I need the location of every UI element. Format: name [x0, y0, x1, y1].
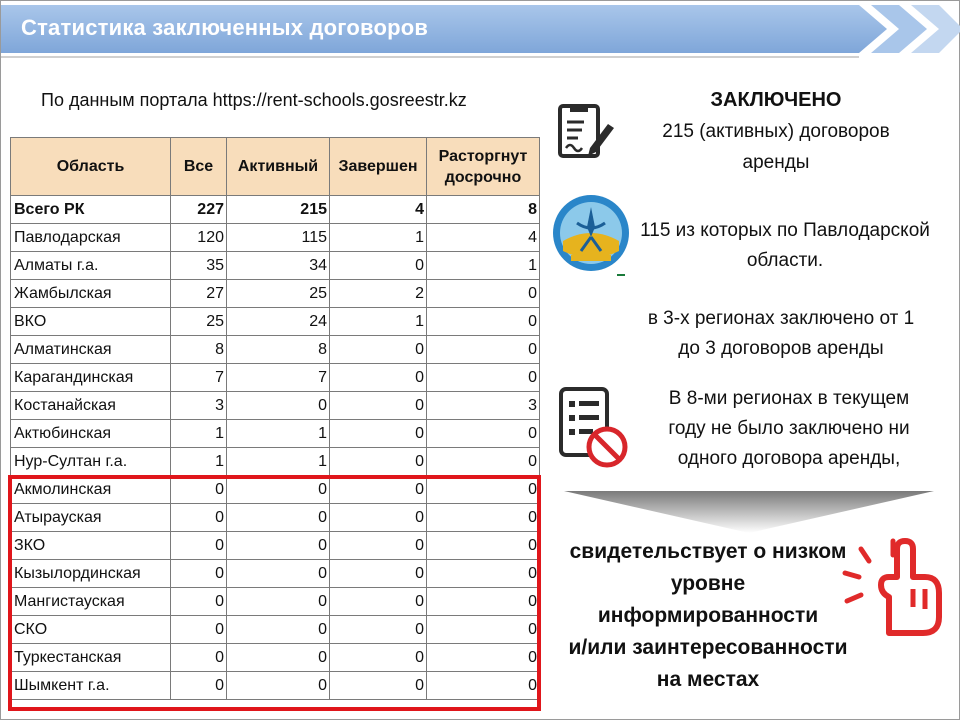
table-cell: Туркестанская — [11, 644, 171, 672]
table-cell: 35 — [171, 252, 227, 280]
table-cell: 0 — [227, 644, 330, 672]
table-cell: Костанайская — [11, 392, 171, 420]
conclusion-line: свидетельствует о низком — [569, 540, 847, 563]
table-cell: 1 — [227, 448, 330, 476]
table-cell: 1 — [330, 308, 427, 336]
table-cell: Всего РК — [11, 196, 171, 224]
table-cell: 0 — [227, 392, 330, 420]
table-cell: 4 — [427, 224, 540, 252]
column-header: Завершен — [330, 138, 427, 196]
table-cell: Акмолинская — [11, 476, 171, 504]
table-cell: Жамбылская — [11, 280, 171, 308]
table-cell: 0 — [427, 280, 540, 308]
table-cell: 0 — [171, 616, 227, 644]
table-cell: 0 — [227, 672, 330, 700]
table-cell: Алматы г.а. — [11, 252, 171, 280]
table-cell: 0 — [227, 560, 330, 588]
table-cell: 0 — [427, 308, 540, 336]
table-cell: 215 — [227, 196, 330, 224]
table-cell: 0 — [227, 588, 330, 616]
table-row — [11, 252, 540, 280]
table-row — [11, 392, 540, 420]
table-cell: 0 — [330, 644, 427, 672]
table-cell: 3 — [171, 392, 227, 420]
table-cell: 1 — [171, 448, 227, 476]
checklist-prohibited-icon — [557, 385, 631, 469]
table-cell: 0 — [171, 476, 227, 504]
table-cell: Нур-Султан г.а. — [11, 448, 171, 476]
table-cell: 24 — [227, 308, 330, 336]
conclusion-line: информированности — [597, 604, 819, 627]
pointing-hand-icon — [841, 537, 945, 637]
table-cell: 0 — [171, 672, 227, 700]
regions-3-line: в 3-х регионах заключено от 1 — [647, 308, 915, 329]
table-cell: СКО — [11, 616, 171, 644]
conclusion-line: на местах — [656, 668, 760, 691]
zero-regions-highlight — [8, 475, 541, 711]
pavlodar-note — [629, 216, 941, 276]
conclusion-line: уровне — [670, 572, 746, 595]
table-cell: 0 — [330, 588, 427, 616]
table-cell: 1 — [427, 252, 540, 280]
table-cell: 1 — [227, 420, 330, 448]
table-cell: Мангистауская — [11, 588, 171, 616]
table-cell: 7 — [227, 364, 330, 392]
table-cell: 8 — [427, 196, 540, 224]
table-cell: 0 — [330, 336, 427, 364]
table-cell: 120 — [171, 224, 227, 252]
table-cell: 0 — [427, 476, 540, 504]
table-cell: 0 — [330, 448, 427, 476]
page-title: Статистика заключенных договоров — [21, 15, 429, 40]
table-cell: 0 — [427, 448, 540, 476]
conclusion-line: и/или заинтересованности — [568, 636, 848, 659]
table-row-total — [11, 196, 540, 224]
table-cell: 0 — [330, 672, 427, 700]
regions-8-note — [639, 384, 939, 474]
table-cell: 0 — [427, 672, 540, 700]
table-cell: 0 — [330, 392, 427, 420]
table-cell: 0 — [427, 532, 540, 560]
table-cell: 0 — [427, 644, 540, 672]
table-cell: 0 — [330, 616, 427, 644]
table-cell: 0 — [330, 420, 427, 448]
table-cell: 0 — [330, 364, 427, 392]
regions-8-line: одного договора аренды, — [677, 448, 901, 469]
table-row — [11, 448, 540, 476]
table-cell: Карагандинская — [11, 364, 171, 392]
table-cell: 0 — [171, 588, 227, 616]
table-cell: 0 — [171, 504, 227, 532]
table-cell: 0 — [330, 476, 427, 504]
table-cell: Алматинская — [11, 336, 171, 364]
table-cell: 27 — [171, 280, 227, 308]
table-cell: 0 — [330, 504, 427, 532]
table-cell: 0 — [171, 560, 227, 588]
table-cell: ЗКО — [11, 532, 171, 560]
pavlodar-emblem-icon — [551, 193, 631, 279]
table-cell: 3 — [427, 392, 540, 420]
regions-3-line: до 3 договоров аренды — [678, 338, 884, 359]
table-row — [11, 420, 540, 448]
table-cell: 0 — [427, 504, 540, 532]
table-cell: 2 — [330, 280, 427, 308]
contract-sign-icon — [554, 98, 616, 164]
regions-8-line: В 8-ми регионах в текущем — [668, 388, 910, 409]
table-cell: 0 — [330, 252, 427, 280]
table-cell: 7 — [171, 364, 227, 392]
table-row — [11, 336, 540, 364]
table-cell: 0 — [171, 644, 227, 672]
table-header-row — [11, 138, 540, 196]
concluded-line: аренды — [742, 152, 810, 173]
down-arrow-shape — [564, 491, 934, 535]
table-cell: Павлодарская — [11, 224, 171, 252]
column-header: Область — [11, 138, 171, 196]
table-cell: 0 — [427, 588, 540, 616]
table-cell: 1 — [330, 224, 427, 252]
table-row — [11, 364, 540, 392]
header-banner — [1, 1, 960, 59]
table-cell: 4 — [330, 196, 427, 224]
table-cell: 8 — [171, 336, 227, 364]
table-cell: Атырауская — [11, 504, 171, 532]
table-cell: 1 — [171, 420, 227, 448]
table-cell: 0 — [427, 336, 540, 364]
table-cell: 0 — [427, 364, 540, 392]
table-cell: 25 — [227, 280, 330, 308]
table-row — [11, 280, 540, 308]
table-cell: 25 — [171, 308, 227, 336]
concluded-title: ЗАКЛЮЧЕНО — [710, 89, 842, 111]
table-cell: 0 — [227, 532, 330, 560]
pavlodar-line: 115 из которых по Павлодарской — [640, 220, 930, 241]
column-header: Активный — [227, 138, 330, 196]
source-text: По данным портала https://rent-schools.gosreestr.kz — [41, 90, 467, 110]
table-cell: 0 — [427, 420, 540, 448]
table-cell: ВКО — [11, 308, 171, 336]
table-cell: 0 — [227, 616, 330, 644]
column-header: Все — [171, 138, 227, 196]
table-cell: 227 — [171, 196, 227, 224]
conclusion-text — [553, 536, 863, 696]
regions-3-note — [631, 304, 931, 364]
pavlodar-line: области. — [746, 250, 824, 271]
table-cell: 0 — [427, 616, 540, 644]
table-cell: 0 — [330, 532, 427, 560]
table-cell: 0 — [330, 560, 427, 588]
table-cell: 0 — [171, 532, 227, 560]
table-row — [11, 308, 540, 336]
table-cell: 0 — [227, 476, 330, 504]
column-header: Расторгнут досрочно — [427, 138, 540, 196]
table-cell: 115 — [227, 224, 330, 252]
table-cell: Актюбинская — [11, 420, 171, 448]
table-cell: 0 — [427, 560, 540, 588]
table-cell: 8 — [227, 336, 330, 364]
table-cell: Шымкент г.а. — [11, 672, 171, 700]
concluded-line: 215 (активных) договоров — [662, 121, 890, 142]
table-cell: 34 — [227, 252, 330, 280]
regions-8-line: году не было заключено ни — [668, 418, 910, 439]
table-cell: Кызылординская — [11, 560, 171, 588]
table-cell: 0 — [227, 504, 330, 532]
table-row — [11, 224, 540, 252]
